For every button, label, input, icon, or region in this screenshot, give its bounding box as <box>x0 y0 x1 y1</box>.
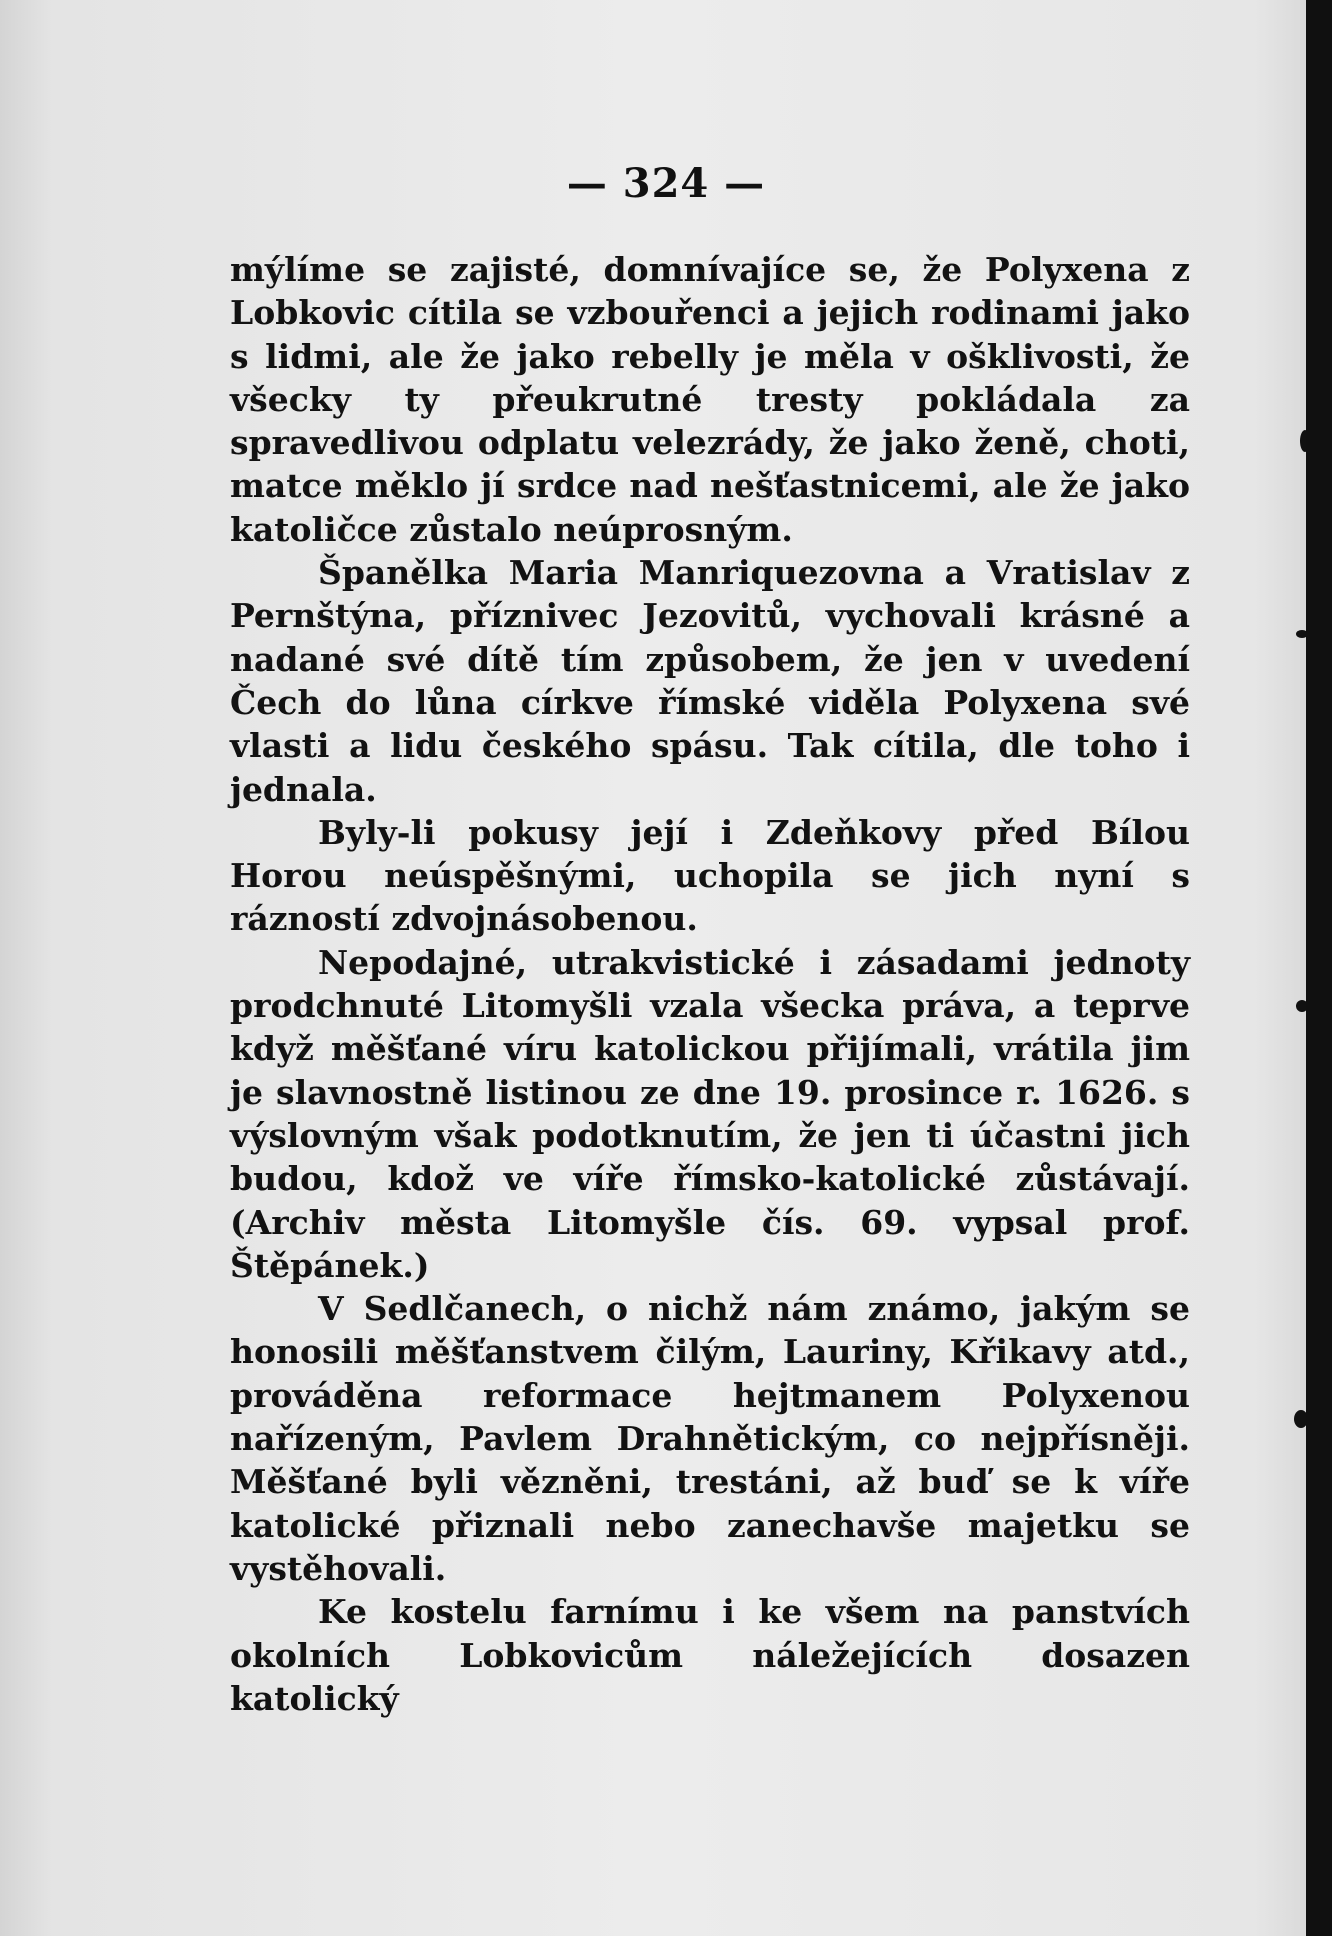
scan-border <box>1306 0 1332 1936</box>
paragraph-1: mýlíme se zajisté, domnívajíce se, že Polyxena z Lobkovic cítila se vzbouřenci a jejich rodinami jako s lidmi, ale že jako rebelly je měla v ošklivosti, že všecky ty přeukrutné tresty pokládala za spravedlivou odplatu velezrády, že jako ženě, choti, matce měklo jí srdce nad nešťastnicemi, ale že jako katoličce zůstalo neúprosným. <box>230 250 1190 549</box>
paragraph-2: Španělka Maria Manriquezovna a Vratislav z Pernštýna, příznivec Jezovitů, vychovali krásné a nadané své dítě tím způsobem, že jen v uvedení Čech do lůna církve římské viděla Polyxena své vlasti a lidu českého spásu. Tak cítila, dle toho i jednala. <box>230 553 1190 809</box>
body-text <box>230 248 1190 1720</box>
paragraph-3: Byly-li pokusy její i Zdeňkovy před Bílou Horou neúspěšnými, uchopila se jich nyní s rázností zdvojnásobenou. <box>230 812 1190 939</box>
paragraph-4: Nepodajné, utrakvistické i zásadami jednoty prodchnuté Litomyšli vzala všecka práva, a teprve když měšťané víru katolickou přijímali, vrátila jim je slavnostně listinou ze dne 19. prosince r. 1626. s výslovným však podotknutím, že jen ti účastni jich budou, kdož ve víře římsko-katolické zůstávají. (Archiv města Litomyšle čís. 69. vypsal prof. Štěpánek.) <box>230 942 1190 1285</box>
page-number: — 324 — <box>566 160 766 207</box>
paragraph-5: V Sedlčanech, o nichž nám známo, jakým se honosili měšťanstvem čilým, Lauriny, Křikavy atd., prováděna reformace hejtmanem Polyxenou nařízeným, Pavlem Drahnětickým, co nejpřísněji. Měšťané byli vězněni, trestáni, až buď se k víře katolické přiznali nebo zanechavše majetku se vystěhovali. <box>230 1289 1190 1588</box>
paragraph-6: Ke kostelu farnímu i ke všem na panstvích okolních Lobkovicům náležejících dosazen katolický <box>230 1592 1190 1718</box>
